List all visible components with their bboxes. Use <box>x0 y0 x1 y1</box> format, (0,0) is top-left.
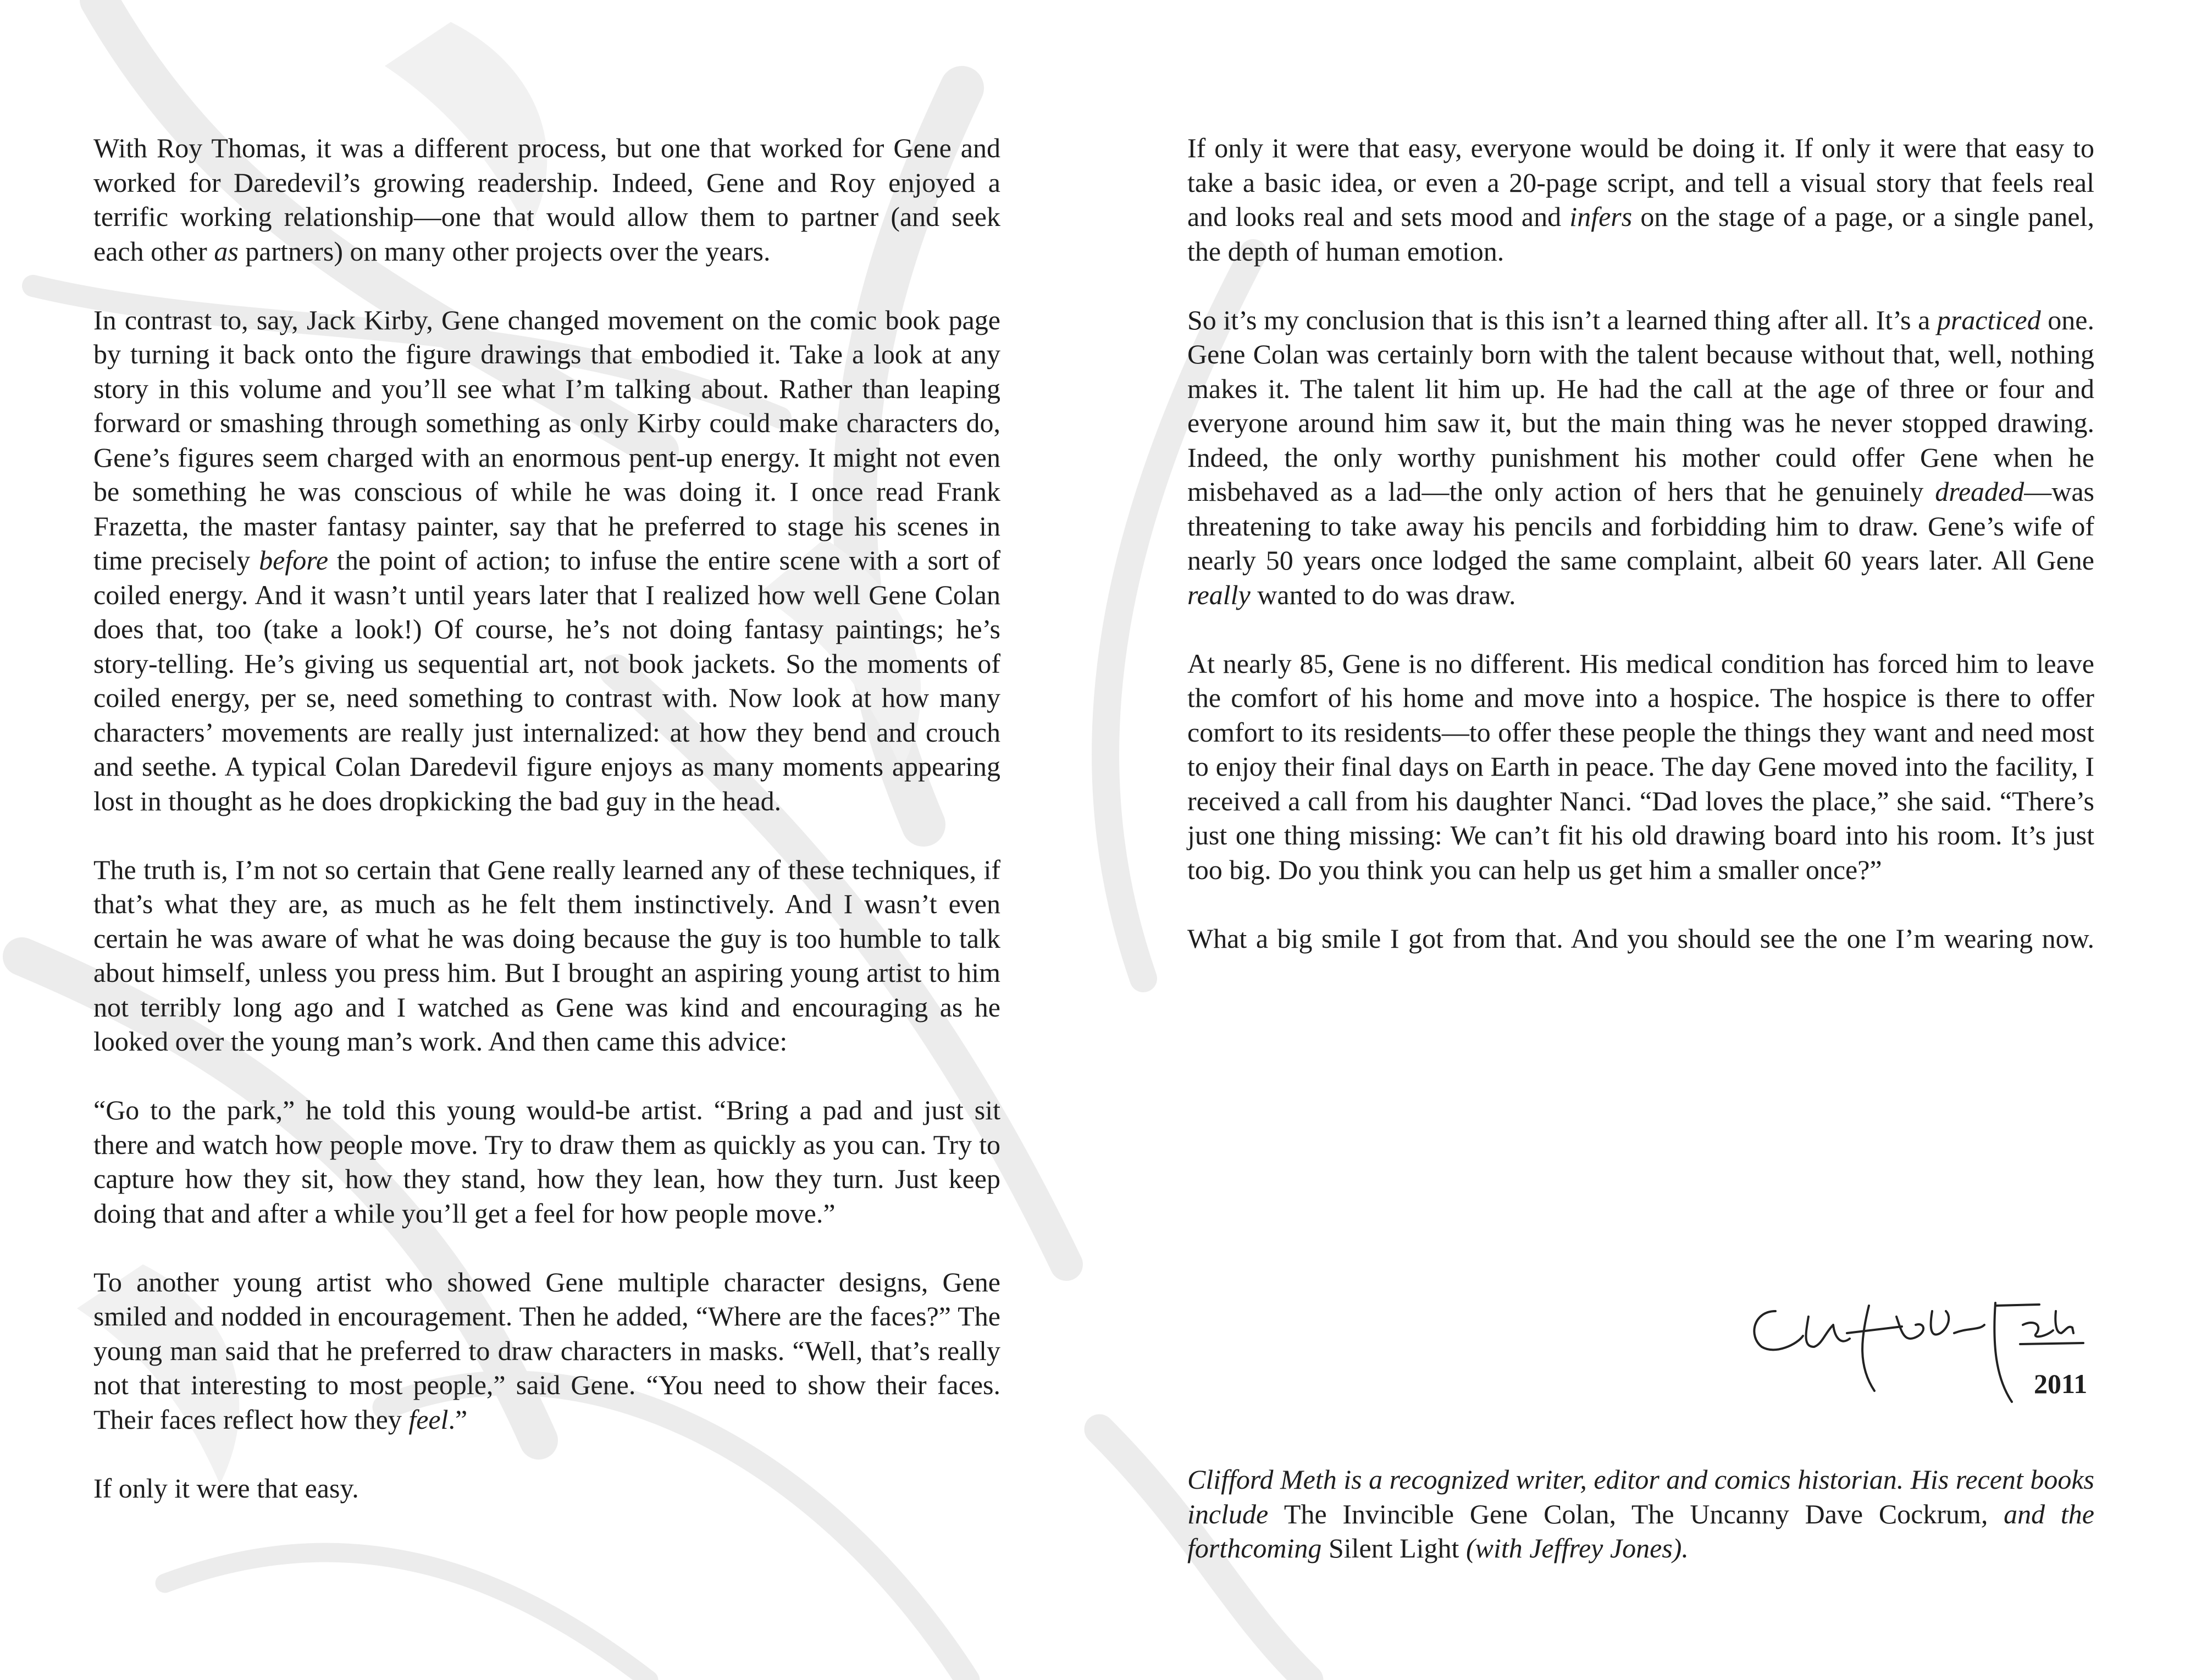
paragraph: In contrast to, say, Jack Kirby, Gene changed movement on the comic book page by turning it back onto the figure drawings that embodied it. Take a look at any story in this volume and you’ll see what I’m talking about. Rather than leaping forward or smashing through something as only Kirby could make characters do, Gene’s figures seem charged with an enormous pent-up energy. It might not even be something he was conscious of while he was doing it. I once read Frank Frazetta, the master fantasy painter, say that he preferred to stage his scenes in time precisely before the point of action; to infuse the entire scene with a sort of coiled energy. And it wasn’t until years later that I realized how well Gene Colan does that, too (take a look!) Of course, he’s not doing fantasy paintings; he’s story-telling. He’s giving us sequential art, not book jackets. So the moments of coiled energy, per se, need something to contrast with. Now look at how many characters’ movements are really just internalized: at how they bend and crouch and seethe. A typical Colan Daredevil figure enjoys as many moments appearing lost in thought as he does dropkicking the bad guy in the head. <box>93 304 1000 816</box>
left-column <box>93 131 1000 1540</box>
paragraph: The truth is, I’m not so certain that Gene really learned any of these techniques, if that’s what they are, as much as he felt them instinctively. And I wasn’t even certain he was aware of what he was doing because the guy is too humble to talk about himself, unless you press him. But I brought an aspiring young artist to him not terribly long ago and I watched as Gene was kind and encouraging as he looked over the young man’s work. And then came this advice: <box>93 854 1000 1057</box>
paragraph: What a big smile I got from that. And you should see the one I’m wearing now. <box>1187 922 2094 954</box>
author-bio: Clifford Meth is a recognized writer, editor and comics historian. His recent books include The Invincible Gene Colan, The Uncanny Dave Cockrum, and the forthcoming Silent Light (with Jeffrey Jones). <box>1187 1464 2094 1563</box>
paragraph: To another young artist who showed Gene multiple character designs, Gene smiled and nodded in encouragement. Then he added, “Where are the faces?” The young man said that he preferred to draw characters in masks. “Well, that’s really not that interesting to most people,” said Gene. “You need to show their faces. Their faces reflect how they feel.” <box>93 1266 1000 1435</box>
paragraph: If only it were that easy. <box>93 1472 359 1504</box>
paragraph: So it’s my conclusion that is this isn’t a learned thing after all. It’s a practiced one. Gene Colan was certainly born with the talent because without that, well, nothing makes it. The talent lit him up. He had the call at the age of three or four and everyone around him saw it, but the main thing was he never stopped drawing. Indeed, the only worthy punishment his mother could offer Gene when he misbehaved as a lad—the only action of hers that he genuinely dreaded—was threatening to take away his pencils and forbidding him to draw. Gene’s wife of nearly 50 years once lodged the same complaint, albeit 60 years later. All Gene really wanted to do was draw. <box>1187 304 2094 610</box>
paragraph: With Roy Thomas, it was a different process, but one that worked for Gene and worked for Daredevil’s growing readership. Indeed, Gene and Roy enjoyed a terrific working relationship—one that would allow them to partner (and seek each other as partners) on many other projects over the years. <box>93 132 1000 267</box>
paragraph: “Go to the park,” he told this young would-be artist. “Bring a pad and just sit there and watch how people move. Try to draw them as quickly as you can. Try to capture how they sit, how they stand, how they lean, how they turn. Just keep doing that and after a while you’ll get a feel for how people move.” <box>93 1095 1000 1229</box>
paragraph: If only it were that easy, everyone would be doing it. If only it were that easy to take a basic idea, or even a 20-page script, and tell a visual story that feels real and looks real and sets mood and infers on the stage of a page, or a single panel, the depth of human emotion. <box>1187 132 2094 267</box>
signature-year: 2011 <box>2034 1368 2088 1399</box>
paragraph: At nearly 85, Gene is no different. His medical condition has forced him to leave the comfort of his home and move into a hospice. The hospice is there to offer comfort to its residents—to offer these people the things they want and need most to enjoy their final days on Earth in peace. The day Gene moved into the facility, I received a call from his daughter Nanci. “Dad loves the place,” she said. “There’s just one thing missing: We can’t fit his old drawing board into his room. It’s just too big. Do you think you can help us get him a smaller once?” <box>1187 648 2094 885</box>
right-column <box>1187 131 2094 990</box>
